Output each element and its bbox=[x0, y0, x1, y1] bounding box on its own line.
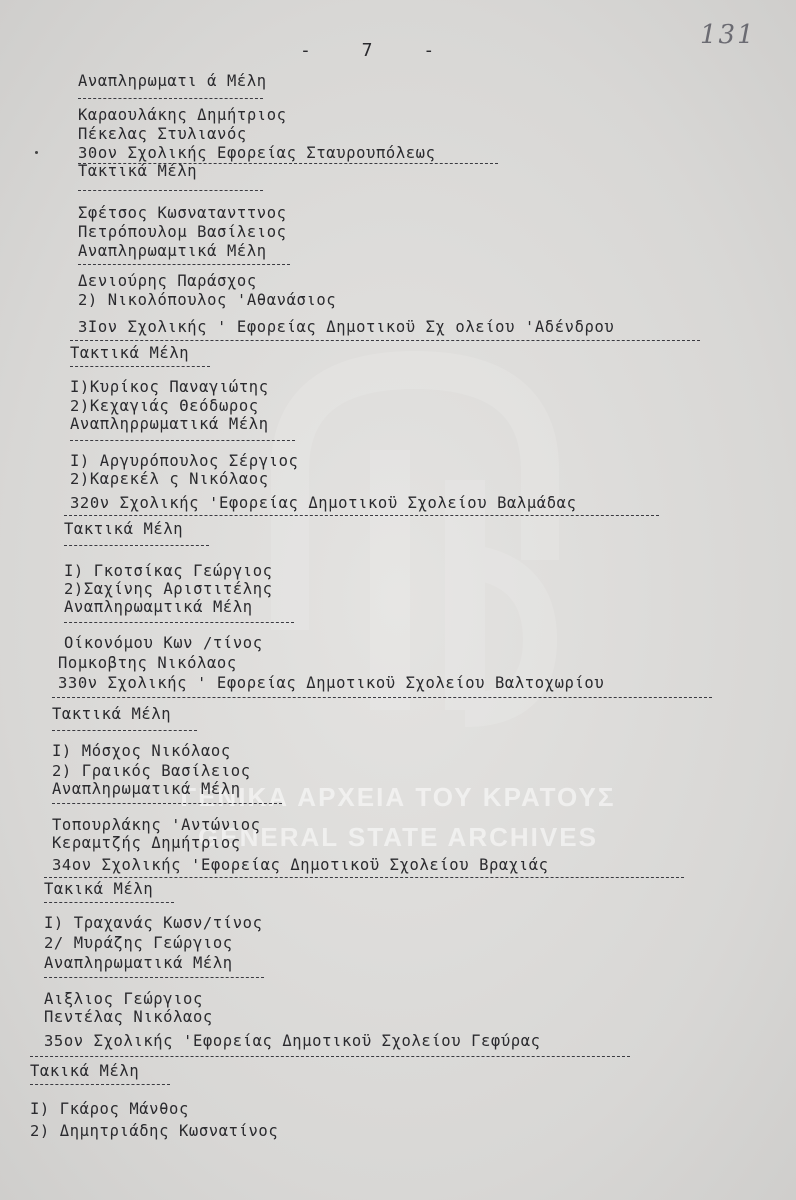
board-title: 3Ιον Σχολικής ' Εφορείας Δημοτικοϋ Σχ ολείου 'Αδένδρου bbox=[78, 318, 615, 336]
divider bbox=[52, 803, 282, 804]
divider bbox=[30, 1056, 630, 1057]
member-name: Καραουλάκης Δημήτριος bbox=[78, 106, 287, 124]
member-name: Σφέτσος Κωσνατανττνος bbox=[78, 204, 287, 222]
divider bbox=[64, 622, 294, 623]
board-title: 320ν Σχολικής 'Εφορείας Δημοτικοϋ Σχολείου Βαλμάδας bbox=[70, 494, 577, 512]
divider bbox=[44, 877, 684, 878]
member-name: 2)Καρεκέλ ς Νικόλαος bbox=[70, 470, 269, 488]
member-name: 2)Σαχίνης Αριστιτέλης bbox=[64, 580, 273, 598]
member-name: Δενιούρης Παράσχος bbox=[78, 272, 257, 290]
board-title: 330ν Σχολικής ' Εφορείας Δημοτικοϋ Σχολείου Βαλτοχωρίου bbox=[58, 674, 605, 692]
section-heading: Τακικά Μέλη bbox=[44, 880, 154, 898]
divider bbox=[78, 264, 290, 265]
page-number: - 7 - bbox=[300, 40, 455, 61]
member-name: Κεραμτζής Δημήτριος bbox=[52, 834, 241, 852]
section-heading: Αναπληρωματικά Μέλη bbox=[52, 780, 241, 798]
divider bbox=[70, 366, 210, 367]
folio-number: 131 bbox=[700, 20, 756, 50]
member-name: Ι)Κυρίκος Παναγιώτης bbox=[70, 378, 269, 396]
member-name: Αιξλιος Γεώργιος bbox=[44, 990, 203, 1008]
board-title: 30ον Σχολικής Εφορείας Σταυρουπόλεως bbox=[78, 144, 436, 162]
divider bbox=[70, 340, 700, 341]
member-name: 2) Δημητριάδης Κωσνατίνος bbox=[30, 1122, 279, 1140]
section-heading: Αναπληρωματι ά Μέλη bbox=[78, 72, 267, 90]
board-title: 35ον Σχολικής 'Εφορείας Δημοτικοϋ Σχολείου Γεφύρας bbox=[44, 1032, 541, 1050]
divider bbox=[52, 697, 712, 698]
member-name: Ι) Τραχανάς Κωσν/τίνος bbox=[44, 914, 263, 932]
divider bbox=[64, 545, 209, 546]
margin-mark bbox=[35, 151, 38, 154]
member-name: Πετρόπουλομ Βασίλειος bbox=[78, 223, 287, 241]
section-heading: Τακτικά Μέλη bbox=[64, 520, 184, 538]
member-name: 2)Κεχαγιάς Θεόδωρος bbox=[70, 397, 259, 415]
divider bbox=[44, 977, 264, 978]
section-heading: Τακτικά Μέλη bbox=[78, 162, 198, 180]
section-heading: Αναπληρωματικά Μέλη bbox=[44, 954, 233, 972]
board-title: 34ον Σχολικής 'Εφορείας Δημοτικοϋ Σχολείου Βραχιάς bbox=[52, 856, 549, 874]
divider bbox=[78, 98, 263, 99]
section-heading: Τακτικά Μέλη bbox=[52, 705, 172, 723]
divider bbox=[64, 515, 659, 516]
divider bbox=[52, 730, 197, 731]
section-heading: Τακικά Μέλη bbox=[30, 1062, 140, 1080]
divider bbox=[44, 902, 174, 903]
section-heading: Αναπληρρωματικά Μέλη bbox=[70, 415, 269, 433]
member-name: 2) Νικολόπουλος 'Αθανάσιος bbox=[78, 291, 337, 309]
watermark-text-greek: ΓΕΝΙΚΑ ΑΡΧΕΙΑ ΤΟΥ ΚΡΑΤΟΥΣ bbox=[180, 782, 616, 812]
member-name: Οίκονόμου Κων /τίνος bbox=[64, 634, 263, 652]
member-name: Ι) Μόσχος Νικόλαος bbox=[52, 742, 231, 760]
member-name: 2) Γραικός Βασίλειος bbox=[52, 762, 251, 780]
member-name: Ι) Γκάρος Μάνθος bbox=[30, 1100, 189, 1118]
member-name: Ι) Αργυρόπουλος Σέργιος bbox=[70, 452, 299, 470]
divider bbox=[30, 1084, 170, 1085]
section-heading: Αναπληρωαμτικά Μέλη bbox=[78, 242, 267, 260]
member-name: Πεντέλας Νικόλαος bbox=[44, 1008, 213, 1026]
member-name: Τοπουρλάκης 'Αντώνιος bbox=[52, 816, 261, 834]
member-name: Πομκοβτης Νικόλαος bbox=[58, 654, 237, 672]
watermark-text-english: GENERAL STATE ARCHIVES bbox=[198, 822, 598, 852]
section-heading: Τακτικά Μέλη bbox=[70, 344, 190, 362]
member-name: Ι) Γκοτσίκας Γεώργιος bbox=[64, 562, 273, 580]
member-name: 2/ Μυράζης Γεώργιος bbox=[44, 934, 233, 952]
divider bbox=[70, 440, 295, 441]
member-name: Πέκελας Στυλιανός bbox=[78, 125, 247, 143]
divider bbox=[78, 190, 263, 191]
section-heading: Αναπληρωαμτικά Μέλη bbox=[64, 598, 253, 616]
